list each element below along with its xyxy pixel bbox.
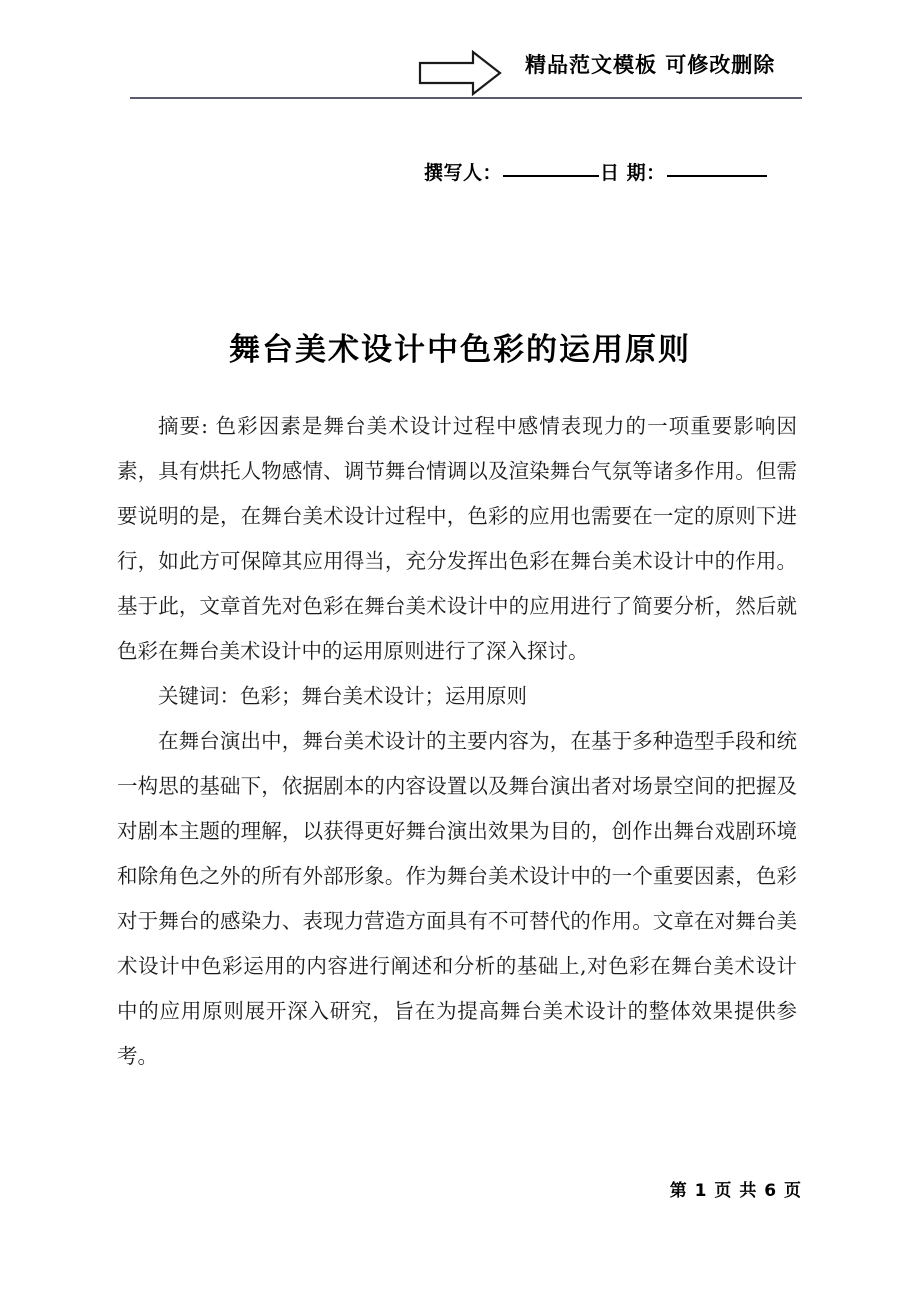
page-number-footer: 第 1 页 共 6 页 [669,1181,802,1201]
document-body [117,404,797,1079]
date-label: 日 期： [600,162,666,184]
right-block-arrow-icon [418,50,502,96]
keywords-paragraph: 关键词：色彩；舞台美术设计；运用原则 [158,684,527,708]
author-input-blank[interactable] [503,175,599,177]
date-input-blank[interactable] [667,175,767,177]
header-banner-text: 精品范文模板 可修改删除 [525,53,776,77]
body-paragraph: 在舞台演出中，舞台美术设计的主要内容为，在基于多种造型手段和统一构思的基础下，依据剧本的内容设置以及舞台演出者对场景空间的把握及对剧本主题的理解，以获得更好舞台演出效果为目的，创作出舞台戏剧环境和除角色之外的所有外部形象。作为舞台美术设计中的一个重要因素，色彩对于舞台的感染力、表现力营造方面具有不可替代的作用。文章在对舞台美术设计中色彩运用的内容进行阐述和分析的基础上,对色彩在舞台美术设计中的应用原则展开深入研究，旨在为提高舞台美术设计的整体效果提供参考。 [117,729,797,1068]
author-date-line [424,158,768,185]
page-header [130,44,802,100]
page-title: 舞台美术设计中色彩的运用原则 [229,332,691,368]
author-label: 撰写人： [424,162,503,184]
header-divider [130,97,802,99]
abstract-paragraph: 摘要: 色彩因素是舞台美术设计过程中感情表现力的一项重要影响因素，具有烘托人物感情、调节舞台情调以及渲染舞台气氛等诸多作用。但需要说明的是，在舞台美术设计过程中，色彩的应用也需要在一定的原则下进行，如此方可保障其应用得当，充分发挥出色彩在舞台美术设计中的作用。基于此，文章首先对色彩在舞台美术设计中的应用进行了简要分析，然后就色彩在舞台美术设计中的运用原则进行了深入探讨。 [117,414,797,663]
